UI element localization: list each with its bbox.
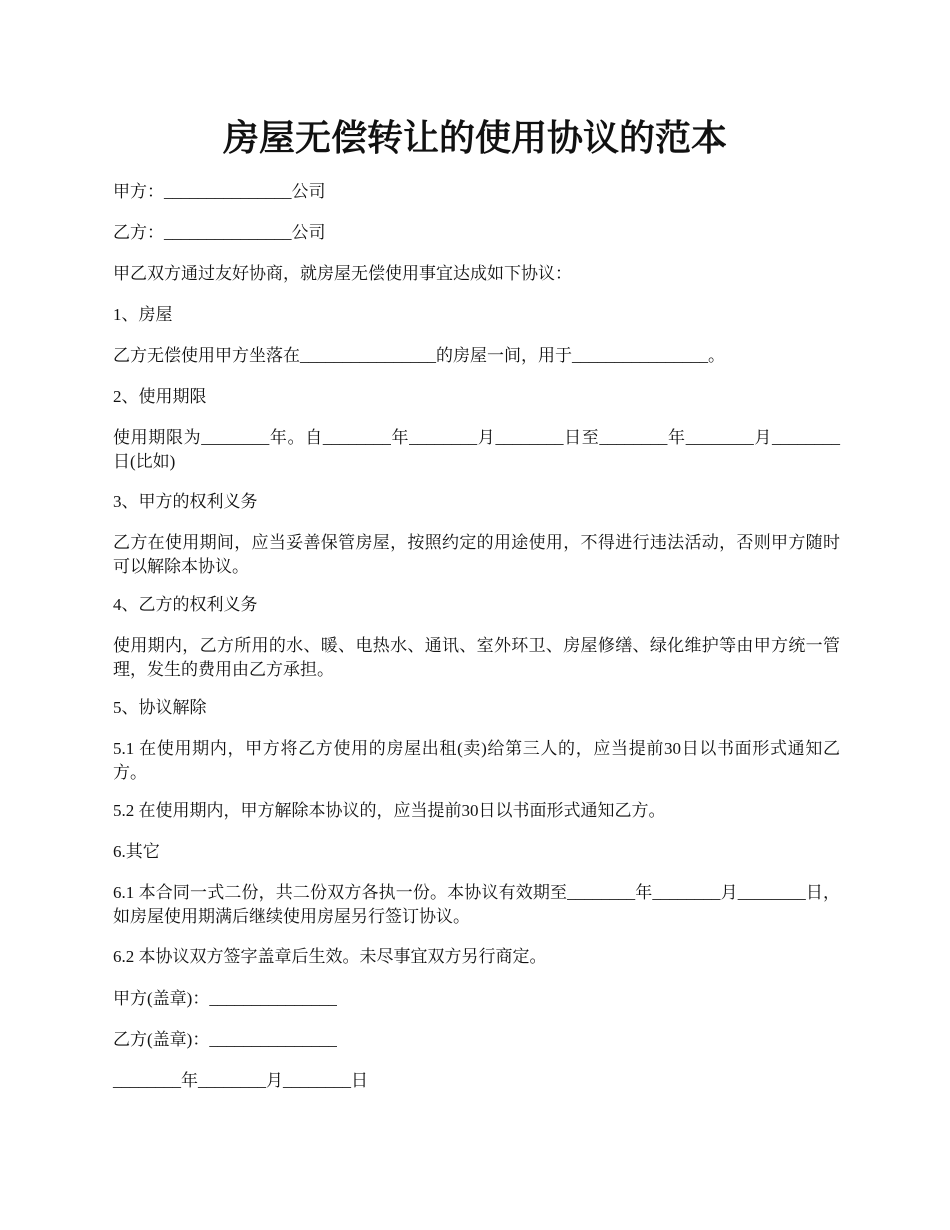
party-a-signature: 甲方(盖章)：_______________ — [113, 989, 337, 1008]
section-6-2-body: 6.2 本协议双方签字盖章后生效。未尽事宜双方另行商定。 — [113, 947, 547, 966]
intro-paragraph: 甲乙双方通过友好协商，就房屋无偿使用事宜达成如下协议： — [113, 264, 572, 283]
section-4-body: 使用期内，乙方所用的水、暖、电热水、通讯、室外环卫、房屋修缮、绿化维护等由甲方统一管理，发生的费用由乙方承担。 — [113, 636, 840, 679]
party-b-line: 乙方：_______________公司 — [113, 223, 326, 242]
section-1-heading: 1、房屋 — [113, 305, 173, 324]
section-5-1-body: 5.1 在使用期内，甲方将乙方使用的房屋出租(卖)给第三人的，应当提前30日以书面形式通知乙方。 — [113, 739, 840, 782]
party-b-signature: 乙方(盖章)：_______________ — [113, 1030, 337, 1049]
section-3-body: 乙方在使用期间，应当妥善保管房屋，按照约定的用途使用，不得进行违法活动，否则甲方随时可以解除本协议。 — [113, 533, 840, 576]
section-2-body: 使用期限为________年。自________年________月________日至________年________月________日(比如) — [113, 428, 840, 471]
section-3-heading: 3、甲方的权利义务 — [113, 492, 258, 511]
section-1-body: 乙方无偿使用甲方坐落在________________的房屋一间，用于________________。 — [113, 346, 725, 365]
signature-date: ________年________月________日 — [113, 1071, 368, 1090]
section-2-heading: 2、使用期限 — [113, 387, 207, 406]
section-5-2-body: 5.2 在使用期内，甲方解除本协议的，应当提前30日以书面形式通知乙方。 — [113, 801, 666, 820]
party-a-line: 甲方：_______________公司 — [113, 182, 326, 201]
section-6-heading: 6.其它 — [113, 842, 160, 861]
section-4-heading: 4、乙方的权利义务 — [113, 595, 258, 614]
document-title: 房屋无偿转让的使用协议的范本 — [222, 118, 727, 158]
section-5-heading: 5、协议解除 — [113, 698, 207, 717]
section-6-1-body: 6.1 本合同一式二份，共二份双方各执一份。本协议有效期至________年________月________日，如房屋使用期满后继续使用房屋另行签订协议。 — [113, 883, 840, 926]
